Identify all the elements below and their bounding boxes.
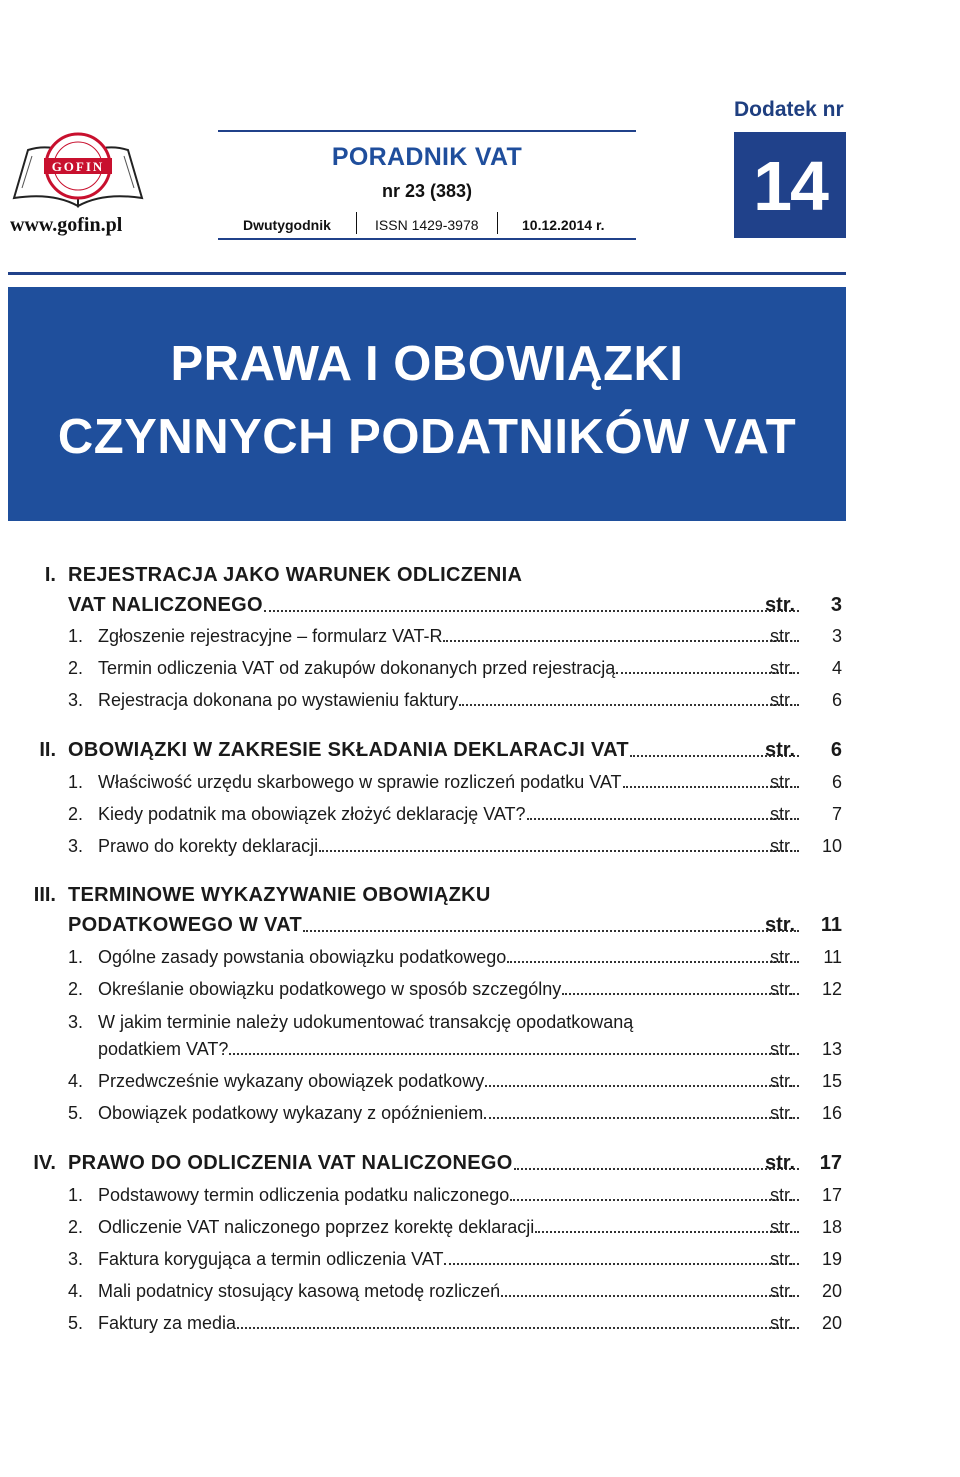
banner-title-line-2: CZYNNYCH PODATNIKÓW VAT (57, 410, 797, 464)
page-number: 6 (830, 739, 842, 761)
item-title: W jakim terminie należy udokumentować transakcję opodatkowaną (98, 1012, 634, 1032)
item-number: 5. (68, 1313, 84, 1333)
item-title: Rejestracja dokonana po wystawieniu faktury (98, 690, 459, 710)
item-title: Przedwcześnie wykazany obowiązek podatkowy (98, 1071, 485, 1091)
toc-item[interactable] (0, 654, 960, 686)
page-number: 11 (823, 947, 842, 967)
item-title: Obowiązek podatkowy wykazany z opóźnieniem (98, 1103, 484, 1123)
issue-date: 10.12.2014 r. (522, 217, 605, 233)
dot-leader (303, 914, 799, 932)
item-number: 3. (68, 1012, 84, 1032)
page-number: 6 (831, 690, 842, 710)
dot-leader (527, 804, 799, 820)
page-prefix: str. (770, 1103, 795, 1123)
page-number: 3 (830, 594, 842, 616)
item-number: 2. (68, 804, 84, 824)
item-title: Zgłoszenie rejestracyjne – formularz VAT-R (98, 626, 443, 646)
item-number: 4. (68, 1071, 84, 1091)
toc-item[interactable] (0, 1181, 960, 1213)
toc-item[interactable] (0, 800, 960, 832)
issue-number: nr 23 (383) (381, 181, 473, 201)
page-prefix: str. (765, 739, 796, 761)
page-prefix: str. (770, 1313, 795, 1333)
item-title: Prawo do korekty deklaracji (98, 836, 319, 856)
item-number: 4. (68, 1281, 84, 1301)
dot-leader (444, 1249, 799, 1265)
supplement-number: 14 (753, 147, 827, 225)
page-prefix: str. (770, 1039, 795, 1059)
dot-leader (237, 1313, 799, 1329)
toc-section-heading[interactable] (0, 910, 960, 942)
toc-item[interactable] (0, 975, 960, 1007)
section-title: OBOWIĄZKI W ZAKRESIE SKŁADANIA DEKLARACJI VAT (68, 739, 629, 761)
section-title: PRAWO DO ODLICZENIA VAT NALICZONEGO (68, 1152, 513, 1174)
issn-label: ISSN 1429-3978 (375, 217, 479, 233)
toc-item[interactable] (0, 686, 960, 718)
dot-leader (485, 1071, 799, 1087)
page-prefix: str. (770, 836, 795, 856)
section-number: III. (33, 884, 56, 906)
publication-title: PORADNIK VAT (331, 143, 523, 171)
toc-section-heading[interactable] (0, 590, 960, 622)
dot-leader (501, 1281, 799, 1297)
page-prefix: str. (770, 658, 795, 678)
page-prefix: str. (765, 914, 796, 936)
section-title: TERMINOWE WYKAZYWANIE OBOWIĄZKU (68, 884, 491, 906)
section-number: I. (44, 564, 56, 586)
toc-item[interactable] (0, 1213, 960, 1245)
page-number: 10 (821, 836, 842, 856)
separator (356, 212, 357, 234)
page-prefix: str. (770, 979, 795, 999)
page-number: 3 (831, 626, 842, 646)
page-prefix: str. (770, 772, 795, 792)
section-title: VAT NALICZONEGO (68, 594, 263, 616)
page-prefix: str. (770, 1217, 795, 1237)
item-number: 1. (68, 947, 84, 967)
toc-item[interactable] (0, 768, 960, 800)
item-title: Właściwość urzędu skarbowego w sprawie rozliczeń podatku VAT (98, 772, 622, 792)
page-prefix: str. (770, 1071, 795, 1091)
item-number: 1. (68, 772, 84, 792)
item-title: podatkiem VAT? (98, 1039, 229, 1059)
section-number: II. (39, 739, 56, 761)
item-number: 2. (68, 658, 84, 678)
page-prefix: str. (770, 690, 795, 710)
toc-item[interactable] (0, 943, 960, 975)
page-number: 12 (821, 979, 842, 999)
toc-section-heading[interactable] (0, 735, 960, 767)
page-number: 15 (821, 1071, 842, 1091)
toc-item[interactable] (0, 1309, 960, 1341)
page-number: 19 (821, 1249, 842, 1269)
section-title: REJESTRACJA JAKO WARUNEK ODLICZENIA (68, 564, 523, 586)
page-prefix: str. (770, 1281, 795, 1301)
frequency-label: Dwutygodnik (243, 217, 331, 233)
page-prefix: str. (770, 1185, 795, 1205)
page-prefix: str. (770, 947, 795, 967)
dot-leader (514, 1152, 799, 1170)
header-top-rule (218, 130, 636, 132)
item-number: 3. (68, 836, 84, 856)
header-bottom-rule (218, 238, 636, 240)
dot-leader (319, 836, 799, 852)
banner-title-line-1: PRAWA I OBOWIĄZKI (170, 337, 684, 391)
header-rule (8, 272, 846, 275)
item-number: 5. (68, 1103, 84, 1123)
item-title: Kiedy podatnik ma obowiązek złożyć deklarację VAT? (98, 804, 526, 824)
toc-item[interactable] (0, 1245, 960, 1277)
item-number: 1. (68, 626, 84, 646)
dot-leader (562, 979, 799, 995)
dot-leader (443, 626, 799, 642)
toc-item[interactable] (0, 1035, 960, 1067)
item-title: Faktura korygująca a termin odliczenia VAT (98, 1249, 444, 1269)
item-number: 1. (68, 1185, 84, 1205)
dot-leader (510, 1185, 799, 1201)
dot-leader (535, 1217, 799, 1233)
item-number: 2. (68, 979, 84, 999)
section-title: PODATKOWEGO W VAT (68, 914, 302, 936)
item-title: Mali podatnicy stosujący kasową metodę rozliczeń (98, 1281, 501, 1301)
page-number: 20 (821, 1313, 842, 1333)
page-prefix: str. (770, 1249, 795, 1269)
dot-leader (229, 1039, 799, 1055)
dot-leader (459, 690, 799, 706)
item-number: 2. (68, 1217, 84, 1237)
page-number: 18 (821, 1217, 842, 1237)
page-number: 17 (821, 1185, 842, 1205)
toc-section-heading[interactable] (0, 1148, 960, 1180)
item-title: Odliczenie VAT naliczonego poprzez korektę deklaracji (98, 1217, 535, 1237)
toc-item[interactable] (0, 622, 960, 654)
item-number: 3. (68, 1249, 84, 1269)
page-number: 13 (821, 1039, 842, 1059)
item-title: Podstawowy termin odliczenia podatku naliczonego (98, 1185, 510, 1205)
toc-item[interactable] (0, 1067, 960, 1099)
page-prefix: str. (765, 1152, 796, 1174)
page-number: 7 (831, 804, 842, 824)
toc-item[interactable] (0, 1099, 960, 1131)
item-title: Ogólne zasady powstania obowiązku podatkowego (98, 947, 507, 967)
page-prefix: str. (770, 626, 795, 646)
toc-item[interactable] (0, 1277, 960, 1309)
book-logo-icon (8, 130, 148, 212)
item-number: 3. (68, 690, 84, 710)
page-number: 17 (819, 1152, 842, 1174)
website-link[interactable]: www.gofin.pl (10, 214, 123, 236)
separator (497, 212, 498, 234)
toc-section-heading[interactable] (0, 560, 960, 592)
page-number: 16 (821, 1103, 842, 1123)
dot-leader (507, 947, 799, 963)
item-title: Określanie obowiązku podatkowego w sposób szczególny (98, 979, 562, 999)
item-title: Termin odliczenia VAT od zakupów dokonanych przed rejestracją (98, 658, 616, 678)
supplement-label: Dodatek nr (734, 98, 844, 121)
toc-item[interactable] (0, 832, 960, 864)
page-prefix: str. (770, 804, 795, 824)
page-prefix: str. (765, 594, 796, 616)
dot-leader (264, 594, 799, 612)
svg-text:GOFIN: GOFIN (51, 159, 105, 174)
dot-leader (484, 1103, 799, 1119)
item-title: Faktury za media (98, 1313, 237, 1333)
title-banner (8, 287, 846, 521)
page-number: 11 (820, 914, 842, 936)
page-number: 20 (821, 1281, 842, 1301)
publisher-logo[interactable] (8, 130, 148, 212)
toc-section-heading[interactable] (0, 880, 960, 912)
page-number: 6 (831, 772, 842, 792)
section-number: IV. (33, 1152, 56, 1174)
page-number: 4 (831, 658, 842, 678)
